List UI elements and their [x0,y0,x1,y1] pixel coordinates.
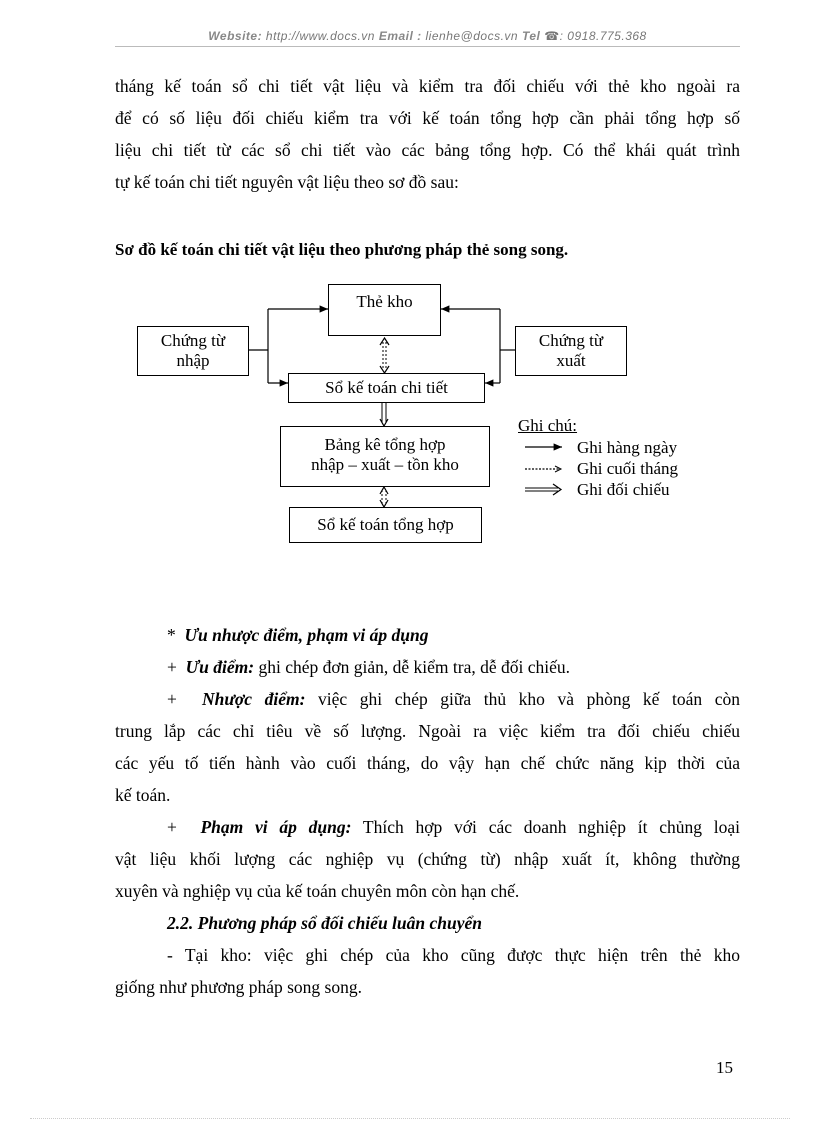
intro-line-1: tháng kế toán sổ chi tiết vật liệu và kiểm tra đối chiếu với thẻ kho ngoài ra [115,76,740,96]
pros-cons-section [115,619,740,1003]
phone-icon: ☎ [544,29,560,43]
heading-text: Ưu nhược điểm, phạm vi áp dụng [184,625,429,645]
email-address[interactable]: lienhe@docs.vn [425,29,519,43]
box-so-ke-toan-tong-hop-label: Sổ kế toán tổng hợp [317,515,454,534]
disadvantage-label: Nhược điểm: [202,689,306,709]
box-so-ke-toan-tong-hop [289,507,482,543]
box-chung-tu-xuat-line2: xuất [556,351,586,370]
website-url[interactable]: http://www.docs.vn [265,29,375,43]
disadvantage-line-3: các yếu tố tiến hành vào cuối tháng, do vậy hạn chế chức năng kịp thời của [115,753,740,773]
box-the-kho [328,284,441,336]
sub-heading [115,907,740,939]
box-so-ke-toan-chi-tiet-label: Sổ kế toán chi tiết [325,378,448,397]
scope-text-1: Thích hợp với các doanh nghiệp ít chủng loại [351,817,740,837]
legend-monthly: Ghi cuối tháng [577,459,679,478]
kho-line-1: - Tại kho: việc ghi chép của kho cũng được thực hiện trên thẻ kho [167,945,740,965]
legend-title: Ghi chú: [518,416,578,435]
disadvantage-line-2: trung lắp các chỉ tiêu về số lượng. Ngoài ra việc kiểm tra đối chiếu chiếu [115,721,740,741]
kho-line-2: giống như phương pháp song song. [115,977,362,997]
disadvantage-line-1 [115,683,740,715]
box-bang-ke-line1: Bảng kê tổng hợp [324,435,446,454]
intro-line-3: liệu chi tiết từ các sổ chi tiết vào các bảng tổng hợp. Có thể khái quát trình [115,140,740,160]
legend-daily: Ghi hàng ngày [577,438,678,457]
page-number: 15 [716,1058,733,1077]
tel-label: Tel [521,29,541,43]
legend-reconcile: Ghi đối chiếu [577,480,670,499]
box-bang-ke-tong-hop [280,426,490,487]
footer-divider [30,1118,790,1119]
advantage-text: ghi chép đơn giản, dễ kiểm tra, dễ đối chiếu. [254,657,571,677]
heading-star: * [167,625,176,645]
scope-prefix: + [167,817,177,837]
box-chung-tu-nhap-line1: Chứng từ [160,331,226,350]
box-the-kho-label: Thẻ kho [356,292,413,311]
tel-number: : 0918.775.368 [559,29,647,43]
disadvantage-line-4: kế toán. [115,785,171,805]
scope-line-2: vật liệu khối lượng các nghiệp vụ (chứng từ) nhập xuất ít, không thường [115,849,740,869]
box-so-ke-toan-chi-tiet [288,373,485,403]
intro-line-4: tự kế toán chi tiết nguyên vật liệu theo sơ đồ sau: [115,172,459,192]
advantage-line [115,651,740,683]
scope-line-3: xuyên và nghiệp vụ của kế toán chuyên môn còn hạn chế. [115,881,520,901]
box-chung-tu-xuat-line1: Chứng từ [538,331,604,350]
sub-heading-text: 2.2. Phương pháp sổ đối chiếu luân chuyển [167,913,482,933]
box-chung-tu-nhap [137,326,249,376]
box-bang-ke-line2: nhập – xuất – tồn kho [311,455,459,474]
disadvantage-text-1: việc ghi chép giữa thủ kho và phòng kế toán còn [305,689,741,709]
box-chung-tu-nhap-line2: nhập [176,351,210,370]
advantage-label: Ưu điểm: [185,657,255,677]
website-label: Website: [208,29,263,43]
intro-line-2: để có số liệu đối chiếu kiểm tra với kế toán tổng hợp cần phải tổng hợp số [115,108,740,128]
box-chung-tu-xuat [515,326,627,376]
scope-label: Phạm vi áp dụng: [200,817,352,837]
scope-line-1 [115,811,740,843]
section-heading [115,619,740,651]
diagram-title: Sơ đồ kế toán chi tiết vật liệu theo phương pháp thẻ song song. [115,240,569,259]
advantage-prefix: + [167,657,177,677]
email-label: Email : [378,29,422,43]
disadvantage-prefix: + [167,689,177,709]
